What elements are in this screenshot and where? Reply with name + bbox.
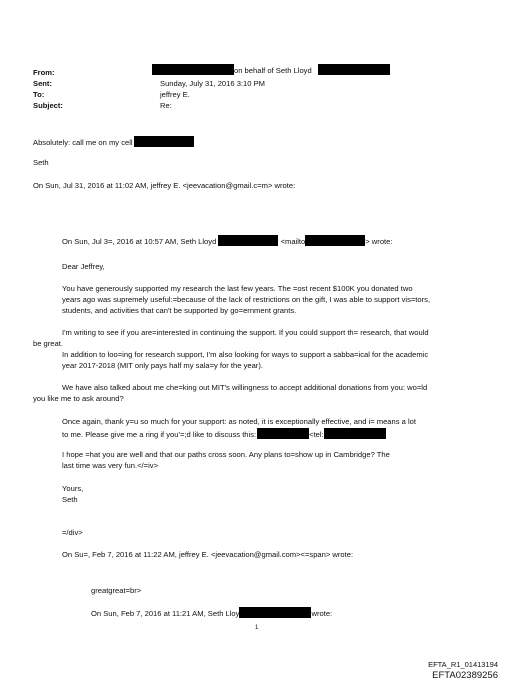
- para3-line2: year 2017-2018 (MIT only pays half my sala=y for the year).: [62, 361, 263, 370]
- quote-header-4: [91, 607, 332, 619]
- redaction-box: [152, 64, 234, 75]
- quote-header-2-suffix: > wrote:: [365, 237, 393, 246]
- signature-1: Seth: [33, 158, 49, 167]
- closing: Yours,: [62, 484, 84, 493]
- from-label: From:: [33, 68, 55, 77]
- redaction-box: [134, 136, 194, 147]
- greeting: Dear Jeffrey,: [62, 262, 105, 271]
- sent-value: Sunday, July 31, 2016 3:10 PM: [160, 79, 265, 88]
- para6-line1: I hope =hat you are well and that our paths cross soon. Any plans to=show up in Cambridge? The: [62, 450, 390, 459]
- para5-line2-text: to me. Please give me a ring if you'=;d like to discuss this:: [62, 430, 257, 439]
- para1-line2: years ago was supremely useful:=because of the lack of restrictions on the gift, I was able to support vis=tors,: [62, 295, 431, 304]
- para4-line2: you like me to ask around?: [33, 394, 124, 403]
- from-value-text: on behalf of Seth Lloyd: [234, 66, 312, 75]
- div-close-artifact: =/div>: [62, 528, 83, 537]
- subject-label: Subject:: [33, 101, 63, 110]
- reply-text: Absolutely: call me on my cell: [33, 138, 133, 147]
- para6-line2: last time was very fun.</=iv>: [62, 461, 159, 470]
- subject-value: Re:: [160, 101, 172, 110]
- quote-header-4-suffix: wrote:: [311, 609, 333, 618]
- redaction-box: [257, 428, 309, 439]
- para4-line1: We have also talked about me che=king out MIT's willingness to accept additional donations from you: wo=ld: [62, 383, 428, 392]
- redaction-box: [218, 235, 278, 246]
- great-line: greatgreat=br>: [91, 586, 142, 595]
- reply-line: [33, 136, 194, 148]
- redaction-box: [324, 428, 386, 439]
- para5-line1: Once again, thank y=u so much for your support: as noted, it is exceptionally effective, and i= means a lot: [62, 417, 417, 426]
- redaction-box: [305, 235, 365, 246]
- document-id-1: EFTA_R1_01413194: [428, 660, 498, 669]
- para2-line2: be great.: [33, 339, 63, 348]
- sent-label: Sent:: [33, 79, 52, 88]
- quote-header-2: [62, 235, 393, 247]
- redaction-box: [318, 64, 390, 75]
- para1-line1: You have generously supported my research the last few years. The =ost recent $100K you donated two: [62, 284, 413, 293]
- quote-header-4-prefix: On Sun, Feb 7, 2016 at 11:21 AM, Seth Lloy: [91, 609, 240, 618]
- quote-header-1: On Sun, Jul 31, 2016 at 11:02 AM, jeffrey E. <jeevacation@gmail.c=m> wrote:: [33, 181, 296, 190]
- quote-header-3: On Su=, Feb 7, 2016 at 11:22 AM, jeffrey E. <jeevacation@gmail.com><=span> wrote:: [62, 550, 354, 559]
- signature-2: Seth: [62, 495, 78, 504]
- document-id-2: EFTA02389256: [432, 670, 498, 681]
- from-value: [152, 64, 390, 76]
- quote-header-2-mailto: <mailto: [280, 237, 306, 246]
- para5-tel: <tel:: [309, 430, 324, 439]
- to-value: jeffrey E.: [160, 90, 190, 99]
- to-label: To:: [33, 90, 45, 99]
- para2-line1: I'm writing to see if you are=interested in continuing the support. If you could support th= research, that would: [62, 328, 429, 337]
- page-number: 1: [255, 625, 259, 631]
- redaction-box: [239, 607, 311, 618]
- para5-line2: [62, 428, 386, 440]
- para1-line3: students, and activities that can't be supported by go=ernment grants.: [62, 306, 297, 315]
- quote-header-2-prefix: On Sun, Jul 3=, 2016 at 10:57 AM, Seth Lloyd: [62, 237, 217, 246]
- para3-line1: In addition to loo=ing for research support, I'm also looking for ways to support a sabba=ical for the academic: [62, 350, 429, 359]
